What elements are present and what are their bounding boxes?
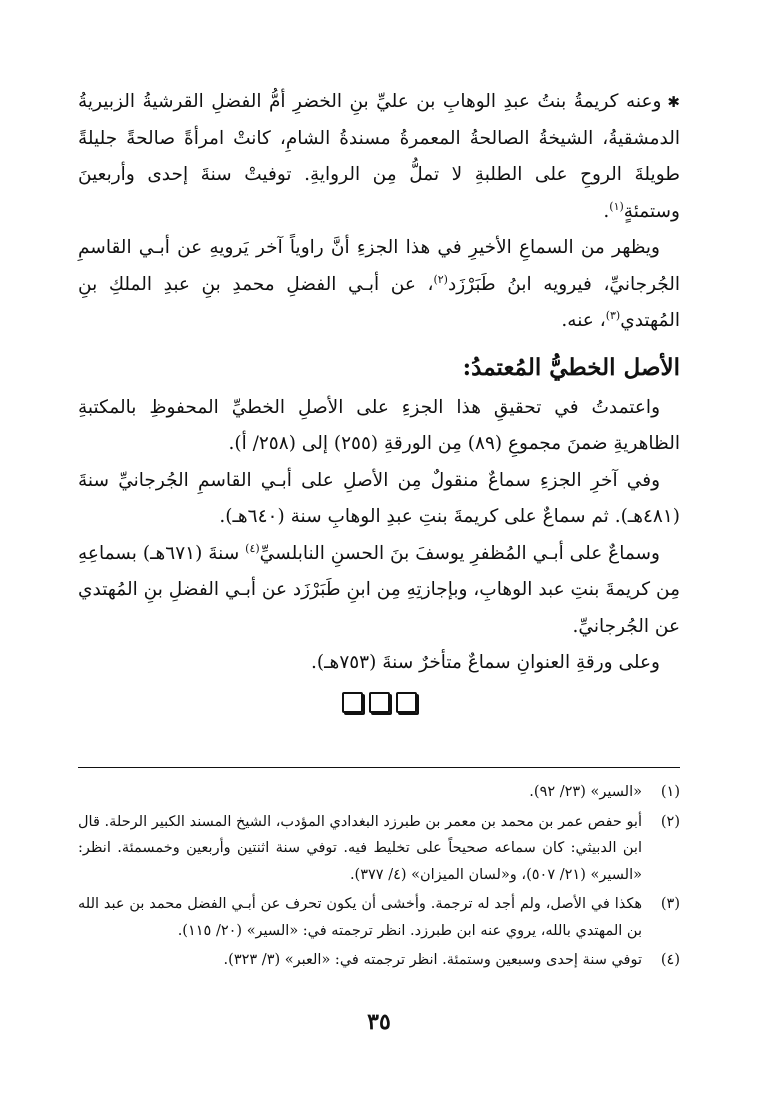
page-number: ٣٥	[367, 1009, 391, 1035]
footnote-ref-2[interactable]: (٢)	[433, 272, 448, 286]
footnotes	[78, 779, 680, 977]
page-body	[78, 84, 680, 1035]
footnote-1	[78, 779, 680, 806]
paragraph-nabulsi	[78, 536, 680, 646]
footnote-ref-4[interactable]: (٤)	[245, 541, 260, 555]
paragraph-text: ويظهر من السماعِ الأخيرِ في هذا الجزءِ أنَّ راوياً آخر يَرويهِ عن أبـي القاسمِ الجُرجانيِّ، فيرويه ابنُ طَبَرْزَد	[78, 237, 680, 295]
paragraph-text: وسماعٌ على أبـي المُظفرِ يوسفَ بنَ الحسنِ النابلسيِّ	[259, 542, 660, 564]
footnote-number: (٣)	[660, 896, 680, 912]
paragraph-tail: سنةَ (٦٧١هـ) بسماعِهِ مِن كريمةَ بنتِ عبد الوهابِ، وبإجازتِهِ مِن ابنِ طَبَرْزَد عن أبـي الفضلِ بنِ المُهتدي عن الجُرجانيِّ.	[78, 542, 680, 637]
footnote-2	[78, 809, 680, 889]
section-end-ornament	[78, 692, 680, 723]
paragraph-title-page	[78, 645, 680, 682]
footnote-text: هكذا في الأصل، ولم أجد له ترجمة. وأخشى أن يكون تحرف عن أبـي الفضل محمد بن عبد الله بن المهتدي بالله، يروي عنه ابن طبرزد. انظر ترجمته في: «السير» (٢٠/ ١١٥).	[78, 896, 642, 939]
paragraph-tail-2: ، عنه.	[561, 310, 606, 331]
footnote-ref-1[interactable]: (١)	[609, 199, 624, 213]
footnote-divider	[78, 767, 680, 768]
footnote-ref-3[interactable]: (٣)	[605, 308, 621, 322]
paragraph-text: وعنه كريمةُ بنتُ عبدِ الوهابِ بن عليِّ بنِ الخضرِ أمُّ الفضلِ القرشيةُ الزبيريةُ الدمشقيةُ، الشيخةُ الصالحةُ المعمرةُ مسندةُ الشامِ، كانتْ امرأةً صالحةً جليلةً طويلةَ الروحِ على الطلبةِ لا تملُّ مِن الروايةِ. توفيتْ سنةَ إحدى وأربعينَ وستمئةٍ	[78, 91, 680, 222]
paragraph-sama	[78, 230, 680, 340]
footnote-number: (١)	[660, 784, 680, 800]
footnote-text: «السير» (٢٣/ ٩٢).	[529, 784, 642, 800]
section-heading: الأصل الخطيُّ المُعتمدُ:	[462, 353, 680, 381]
paragraph-manuscript	[78, 390, 680, 463]
footnote-3	[78, 891, 680, 944]
paragraph-end-of-part	[78, 463, 680, 536]
footnote-number: (٢)	[660, 813, 680, 830]
paragraph-tail: ، عن أبـي الفضلِ محمدِ بنِ عبدِ الملكِ بنِ المُهتدي	[78, 273, 680, 331]
footnote-4	[78, 947, 680, 974]
paragraph-karima	[78, 84, 680, 230]
footnote-text: أبو حفص عمر بن محمد بن معمر بن طبرزد البغدادي المؤدب، الشيخ المسند الكبير الرحلة. قال ابن الدبيثي: كان سماعه صحيحاً على تخليط فيه. توفي سنة اثنتين وأربعين وخمسمئة. انظر: «السير» (٢١/ ٥٠٧)، و«لسان الميزان» (٤/ ٣٧٧).	[78, 813, 642, 883]
paragraph-text: وفي آخرِ الجزءِ سماعٌ منقولٌ مِن الأصلِ على أبـي القاسمِ الجُرجانيِّ سنةَ (٤٨١هـ). ثم سماعٌ على كريمةَ بنتِ عبدِ الوهابِ سنة (٦٤٠هـ).	[78, 469, 680, 527]
paragraph-tail: .	[603, 200, 610, 222]
paragraph-text: واعتمدتُ في تحقيقِ هذا الجزءِ على الأصلِ الخطيِّ المحفوظِ بالمكتبةِ الظاهريةِ ضمنَ مجموعِ (٨٩) مِن الورقةِ (٢٥٥) إلى (٢٥٨/ أ).	[78, 396, 680, 454]
star-icon: ✱	[667, 93, 680, 111]
square-icon	[342, 692, 363, 713]
paragraph-text: وعلى ورقةِ العنوانِ سماعٌ متأخرٌ سنةَ (٧٥٣هـ).	[311, 652, 660, 673]
footnote-number: (٤)	[660, 952, 680, 968]
square-icon	[369, 692, 390, 713]
footnote-text: توفي سنة إحدى وسبعين وستمئة. انظر ترجمته في: «العبر» (٣/ ٣٢٣).	[223, 952, 642, 968]
square-icon	[396, 692, 417, 713]
